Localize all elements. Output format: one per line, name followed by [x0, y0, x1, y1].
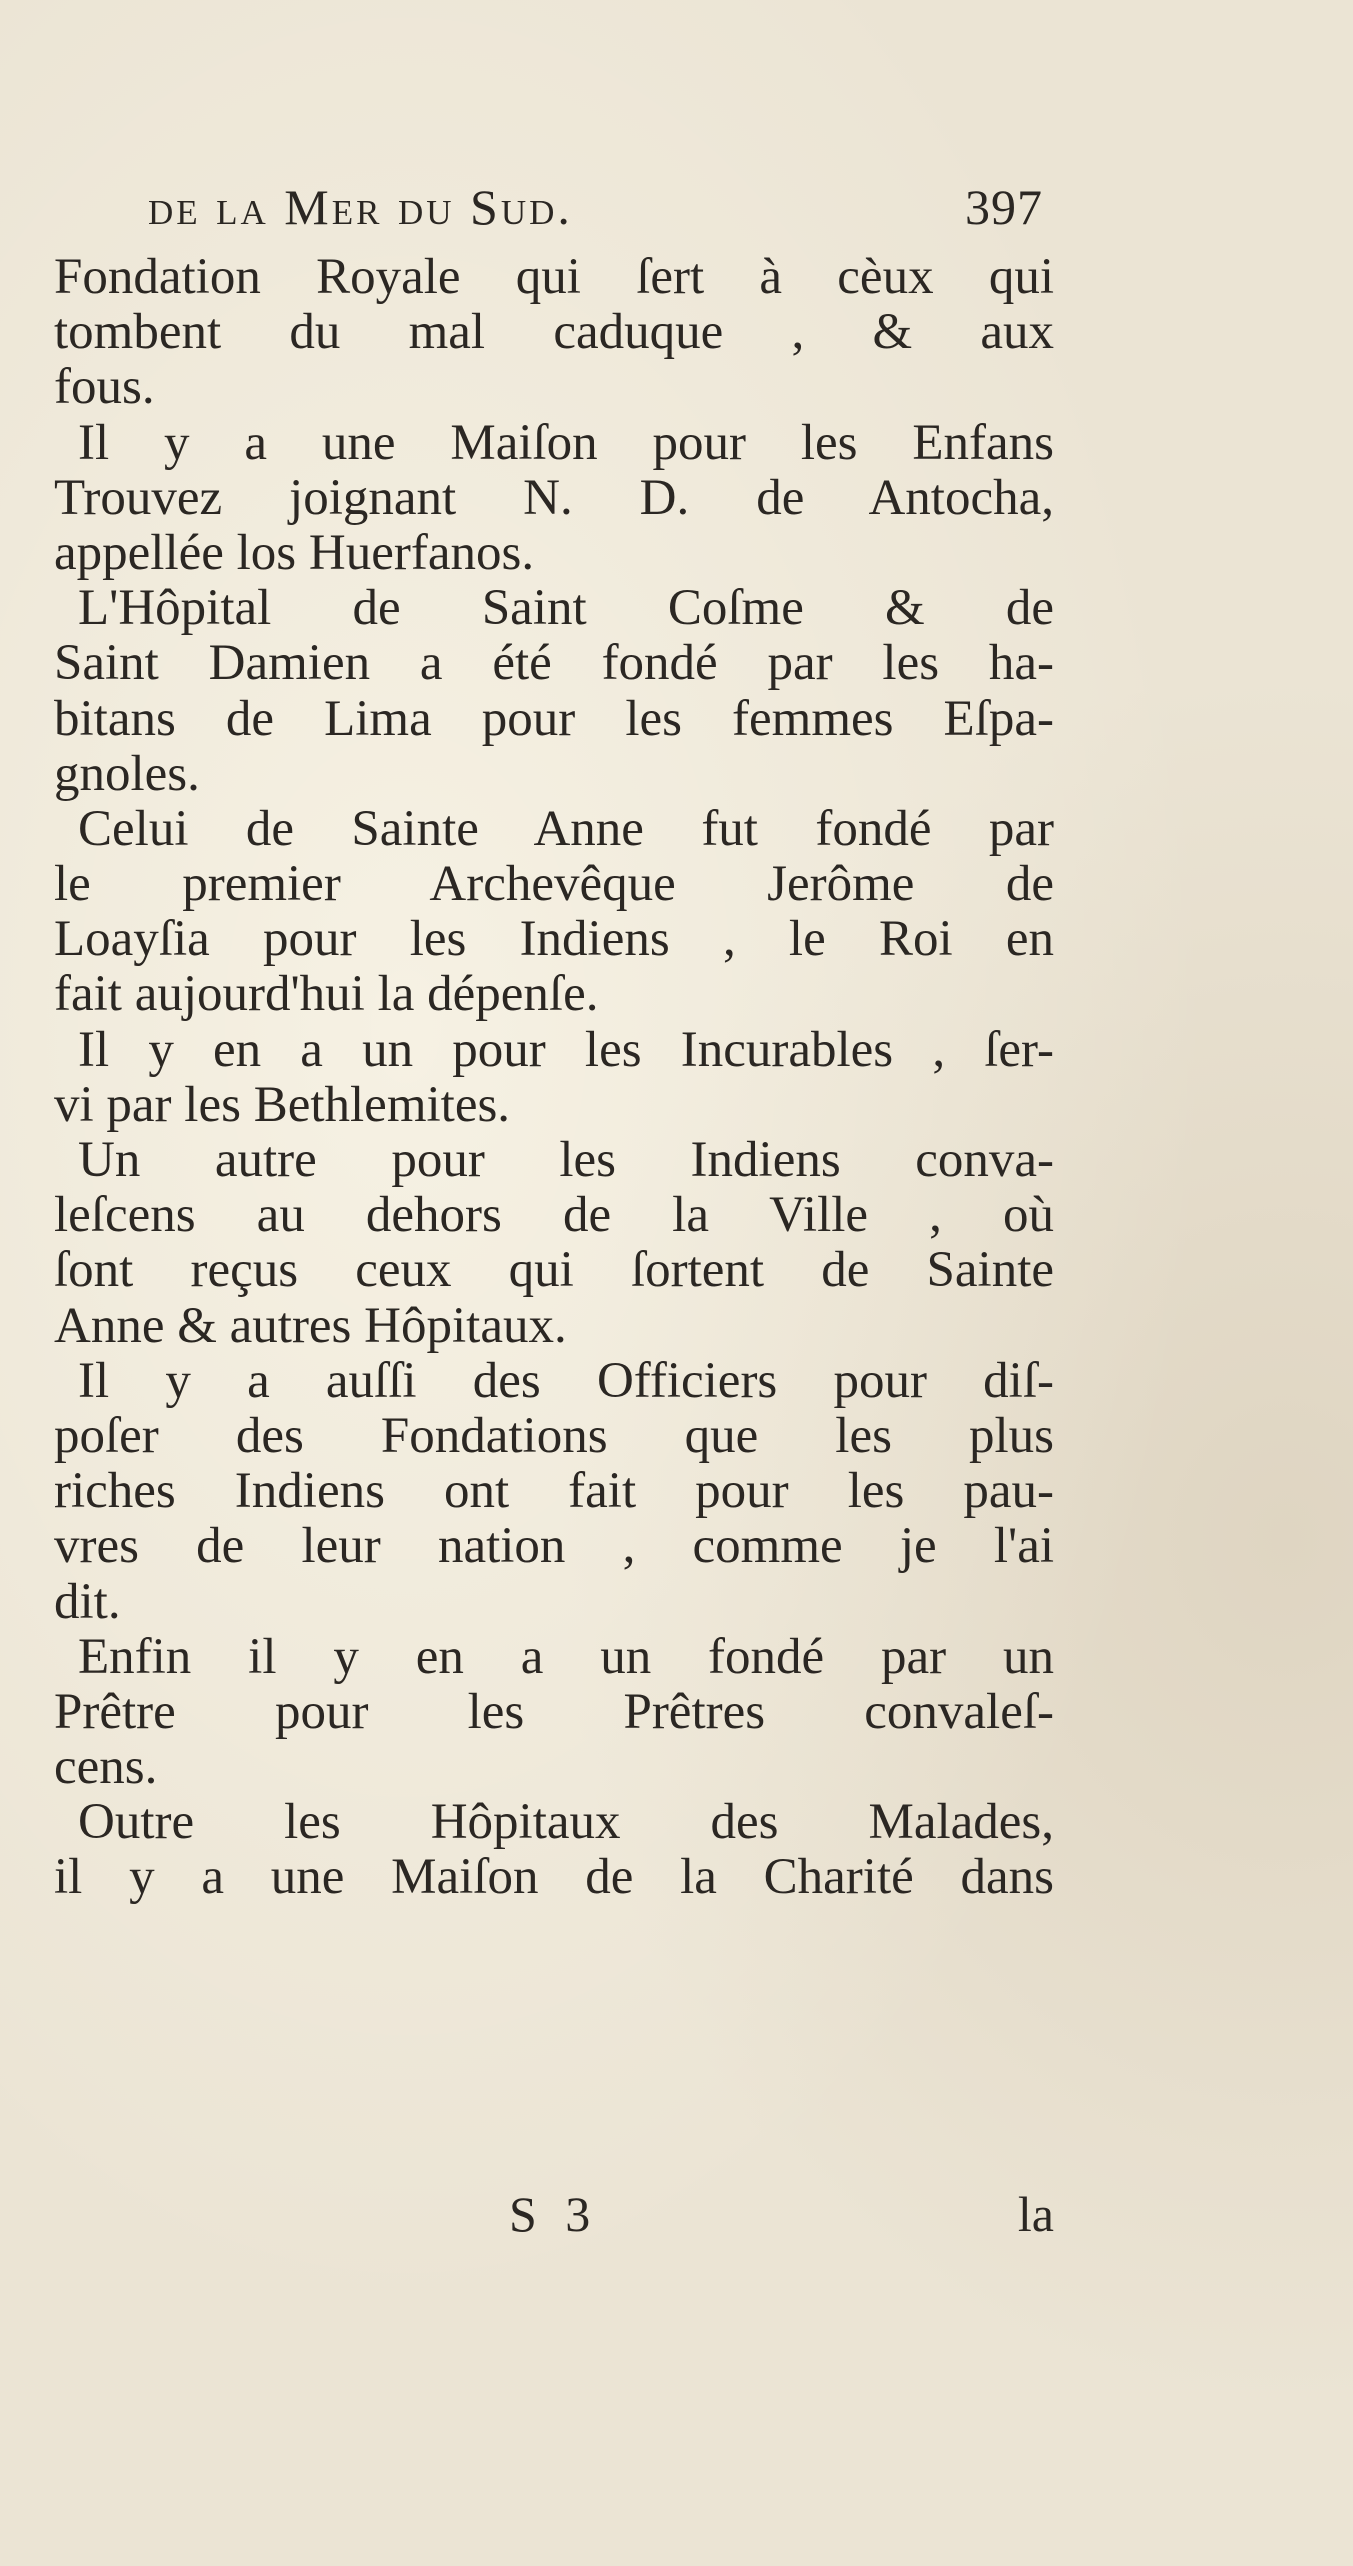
text-line: riches Indiens ont fait pour les pau-: [54, 1463, 1054, 1520]
text-line: L'Hôpital de Saint Coſme & de: [78, 580, 1054, 637]
text-line: Loayſia pour les Indiens , le Roi en: [54, 911, 1054, 968]
text-line: Il y en a un pour les Incurables , ſer-: [78, 1021, 1054, 1078]
text-line: Trouvez joignant N. D. de Antocha,: [54, 469, 1054, 526]
text-line: Saint Damien a été fondé par les ha-: [54, 635, 1054, 692]
text-line: il y a une Maiſon de la Charité dans: [54, 1849, 1054, 1906]
text-line: bitans de Lima pour les femmes Eſpa-: [54, 690, 1054, 747]
text-line: vi par les Bethlemites.: [54, 1076, 511, 1133]
text-line: leſcens au dehors de la Ville , où: [54, 1187, 1054, 1244]
text-line: Anne & autres Hôpitaux.: [54, 1297, 567, 1354]
signature-mark: S 3: [509, 2186, 599, 2242]
body-text: [54, 250, 1054, 1906]
text-line: Outre les Hôpitaux des Malades,: [78, 1794, 1054, 1851]
text-line: Celui de Sainte Anne fut fondé par: [78, 800, 1054, 857]
text-line: tombent du mal caduque , & aux: [54, 304, 1054, 361]
running-title: de la Mer du Sud.: [148, 179, 573, 235]
text-line: Il y a une Maiſon pour les Enfans: [78, 414, 1054, 471]
text-line: Prêtre pour les Prêtres convaleſ-: [54, 1683, 1054, 1740]
text-line: appellée los Huerfanos.: [54, 524, 535, 581]
text-line: dit.: [54, 1573, 121, 1630]
text-line: Fondation Royale qui ſert à cèux qui: [54, 249, 1054, 305]
page-footer: [54, 2185, 1054, 2245]
text-line: ſont reçus ceux qui ſortent de Sainte: [54, 1242, 1054, 1299]
text-line: poſer des Fondations que les plus: [54, 1407, 1054, 1464]
catchword: la: [1017, 2186, 1054, 2242]
text-line: le premier Archevêque Jerôme de: [54, 856, 1054, 913]
text-line: vres de leur nation , comme je l'ai: [54, 1518, 1054, 1575]
page-header: [148, 178, 1043, 248]
text-line: Il y a auſſi des Officiers pour diſ-: [78, 1352, 1054, 1409]
text-line: fous.: [54, 359, 155, 416]
text-line: Enfin il y en a un fondé par un: [78, 1628, 1054, 1685]
text-line: gnoles.: [54, 745, 200, 802]
text-line: cens.: [54, 1739, 158, 1796]
page-number: 397: [965, 179, 1043, 235]
text-line: Un autre pour les Indiens conva-: [78, 1132, 1054, 1188]
text-line: fait aujourd'hui la dépenſe.: [54, 966, 599, 1023]
